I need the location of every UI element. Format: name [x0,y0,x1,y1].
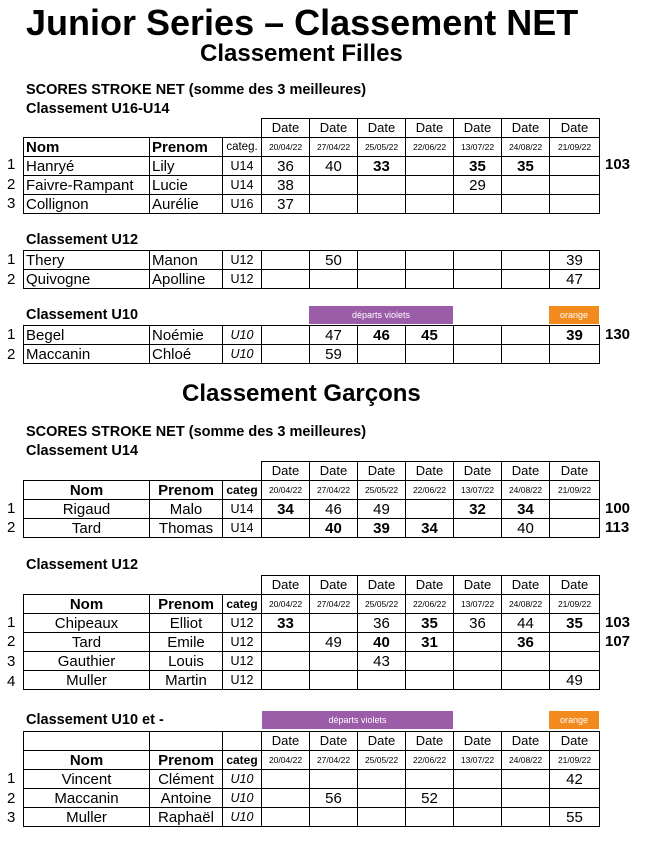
rank-number: 3 [7,809,16,826]
date-header: Date [550,576,600,595]
player-prenom: Apolline [150,270,223,289]
score-cell: 38 [262,176,310,195]
table-row [24,671,600,690]
player-prenom: Emile [150,633,223,652]
player-prenom: Raphaël [150,808,223,827]
group-label-u12: Classement U12 [26,232,139,248]
rank-number: 2 [7,790,16,807]
group-label-u14: Classement U14 [26,443,139,459]
total-score: 100 [605,500,631,517]
col-header-categ: categ [223,751,262,770]
table-row [24,500,600,519]
score-cell: 35 [502,157,550,176]
col-header-prenom: Prenom [150,138,223,157]
total-score: 103 [605,156,631,173]
score-cell [310,652,358,671]
player-categ: U12 [223,652,262,671]
table-garcons-u14 [23,461,600,538]
score-cell [550,195,600,214]
score-cell [454,270,502,289]
score-cell: 49 [358,500,406,519]
date-header: Date [262,119,310,138]
player-prenom: Lily [150,157,223,176]
player-prenom: Malo [150,500,223,519]
score-cell [358,345,406,364]
score-cell [454,326,502,345]
score-cell [454,519,502,538]
table-row [24,157,600,176]
score-cell [406,176,454,195]
col-header-nom: Nom [24,595,150,614]
player-prenom: Louis [150,652,223,671]
score-cell: 59 [310,345,358,364]
score-cell [406,671,454,690]
score-cell: 34 [406,519,454,538]
player-prenom: Lucie [150,176,223,195]
player-categ: U10 [223,789,262,808]
score-cell: 47 [550,270,600,289]
score-cell [406,808,454,827]
score-cell: 47 [310,326,358,345]
table-filles-u16-u14 [23,118,600,214]
score-cell [262,519,310,538]
date-header: Date [454,119,502,138]
score-cell: 49 [310,633,358,652]
date-value: 20/04/22 [262,595,310,614]
player-categ: U10 [223,345,262,364]
score-cell: 40 [310,157,358,176]
score-cell [502,808,550,827]
score-cell: 33 [262,614,310,633]
score-cell [454,633,502,652]
date-value: 24/08/22 [502,751,550,770]
table-row [24,614,600,633]
col-header-nom: Nom [24,481,150,500]
player-categ: U12 [223,614,262,633]
player-nom: Gauthier [24,652,150,671]
table-row [24,176,600,195]
date-header: Date [550,462,600,481]
player-prenom: Manon [150,251,223,270]
score-cell [502,326,550,345]
violet-tees-band: départs violets [309,306,453,324]
player-nom: Rigaud [24,500,150,519]
score-cell: 36 [358,614,406,633]
table-row [24,633,600,652]
score-cell [454,789,502,808]
score-cell: 34 [262,500,310,519]
total-score: 103 [605,614,631,631]
group-label-u12: Classement U12 [26,557,139,573]
page-title: Junior Series – Classement NET [26,2,579,43]
player-prenom: Elliot [150,614,223,633]
score-cell [262,808,310,827]
date-header: Date [358,119,406,138]
table-row [24,808,600,827]
score-cell: 35 [550,614,600,633]
score-cell [358,808,406,827]
total-score: 130 [605,326,631,343]
score-cell [454,251,502,270]
date-value: 20/04/22 [262,481,310,500]
date-header: Date [502,462,550,481]
player-prenom: Thomas [150,519,223,538]
score-cell: 32 [454,500,502,519]
score-cell: 29 [454,176,502,195]
player-nom: Collignon [24,195,150,214]
rank-number: 3 [7,195,16,212]
player-categ: U10 [223,770,262,789]
player-nom: Faivre-Rampant [24,176,150,195]
player-prenom: Clément [150,770,223,789]
date-value: 13/07/22 [454,481,502,500]
player-prenom: Aurélie [150,195,223,214]
group-label-u16-u14: Classement U16-U14 [26,101,170,117]
score-cell: 35 [406,614,454,633]
score-cell: 44 [502,614,550,633]
date-header: Date [550,119,600,138]
date-value: 22/06/22 [406,751,454,770]
score-cell: 46 [310,500,358,519]
date-header: Date [358,462,406,481]
rank-number: 1 [7,251,16,268]
date-header: Date [310,732,358,751]
rank-number: 4 [7,673,16,690]
date-value: 21/09/22 [550,751,600,770]
date-header: Date [262,732,310,751]
score-cell [262,326,310,345]
score-cell [550,157,600,176]
score-cell [310,195,358,214]
score-cell: 46 [358,326,406,345]
date-value: 13/07/22 [454,138,502,157]
score-cell [358,270,406,289]
date-value: 22/06/22 [406,138,454,157]
score-cell [406,345,454,364]
player-nom: Vincent [24,770,150,789]
player-categ: U10 [223,326,262,345]
col-header-prenom: Prenom [150,481,223,500]
score-cell: 42 [550,770,600,789]
total-score: 113 [605,519,630,536]
score-cell: 36 [262,157,310,176]
score-cell [406,652,454,671]
scores-label: SCORES STROKE NET (somme des 3 meilleures) [26,424,367,440]
player-categ: U14 [223,176,262,195]
score-cell [262,789,310,808]
score-cell [550,500,600,519]
date-value: 20/04/22 [262,138,310,157]
date-header: Date [502,732,550,751]
col-header-prenom: Prenom [150,751,223,770]
date-value: 24/08/22 [502,481,550,500]
score-cell: 39 [550,251,600,270]
score-cell: 39 [550,326,600,345]
score-cell [358,770,406,789]
score-cell [454,808,502,827]
score-cell: 52 [406,789,454,808]
score-cell [502,176,550,195]
table-garcons-u10 [23,731,600,827]
score-cell [550,789,600,808]
rank-number: 2 [7,633,16,650]
date-header: Date [406,119,454,138]
rank-number: 1 [7,614,16,631]
player-categ: U12 [223,251,262,270]
date-value: 27/04/22 [310,751,358,770]
player-nom: Tard [24,519,150,538]
player-categ: U14 [223,500,262,519]
score-cell [454,345,502,364]
date-value: 25/05/22 [358,751,406,770]
player-nom: Begel [24,326,150,345]
score-cell [502,652,550,671]
date-value: 27/04/22 [310,595,358,614]
player-nom: Maccanin [24,345,150,364]
date-header: Date [358,576,406,595]
score-cell [262,671,310,690]
score-cell [502,671,550,690]
score-cell [262,251,310,270]
rank-number: 1 [7,500,16,517]
player-categ: U10 [223,808,262,827]
date-header: Date [502,119,550,138]
score-cell [406,157,454,176]
date-value: 24/08/22 [502,138,550,157]
date-value: 25/05/22 [358,595,406,614]
score-cell [310,770,358,789]
col-header-nom: Nom [24,138,150,157]
score-cell: 31 [406,633,454,652]
date-value: 27/04/22 [310,481,358,500]
rank-number: 2 [7,346,16,363]
col-header-categ: categ [223,481,262,500]
score-cell: 40 [358,633,406,652]
date-value: 21/09/22 [550,138,600,157]
rank-number: 3 [7,653,16,670]
score-cell [550,633,600,652]
date-header: Date [262,462,310,481]
score-cell [502,770,550,789]
score-cell: 34 [502,500,550,519]
score-cell [454,671,502,690]
score-cell: 56 [310,789,358,808]
score-cell: 43 [358,652,406,671]
date-value: 25/05/22 [358,481,406,500]
player-nom: Maccanin [24,789,150,808]
player-categ: U14 [223,157,262,176]
score-cell [550,345,600,364]
table-garcons-u12 [23,575,600,690]
date-value: 24/08/22 [502,595,550,614]
player-prenom: Noémie [150,326,223,345]
player-prenom: Antoine [150,789,223,808]
violet-tees-band: départs violets [262,711,453,729]
col-header-nom: Nom [24,751,150,770]
score-cell [310,614,358,633]
score-cell [454,770,502,789]
score-cell: 49 [550,671,600,690]
table-row [24,270,600,289]
date-header: Date [550,732,600,751]
score-cell: 40 [502,519,550,538]
score-cell: 39 [358,519,406,538]
date-header: Date [310,462,358,481]
section-heading-filles: Classement Filles [200,40,403,67]
date-value: 13/07/22 [454,751,502,770]
rank-number: 2 [7,519,16,536]
date-header: Date [454,576,502,595]
date-value: 13/07/22 [454,595,502,614]
date-header: Date [454,732,502,751]
date-header: Date [454,462,502,481]
date-header: Date [358,732,406,751]
score-cell [502,251,550,270]
score-cell [454,195,502,214]
score-cell [502,789,550,808]
date-header: Date [262,576,310,595]
date-header: Date [406,462,454,481]
player-categ: U16 [223,195,262,214]
rank-number: 1 [7,156,16,173]
date-value: 27/04/22 [310,138,358,157]
date-value: 22/06/22 [406,481,454,500]
group-label-u10: Classement U10 et - [26,712,164,728]
score-cell [502,345,550,364]
score-cell [262,633,310,652]
section-heading-garcons: Classement Garçons [182,380,421,407]
rank-number: 1 [7,326,16,343]
table-row [24,326,600,345]
score-cell [358,251,406,270]
table-filles-u12 [23,250,600,289]
player-nom: Quivogne [24,270,150,289]
score-cell [310,270,358,289]
score-cell: 40 [310,519,358,538]
table-row [24,519,600,538]
score-cell [550,519,600,538]
table-row [24,345,600,364]
score-cell: 45 [406,326,454,345]
player-nom: Thery [24,251,150,270]
table-row [24,652,600,671]
score-cell [502,195,550,214]
date-header: Date [406,732,454,751]
date-header: Date [406,576,454,595]
score-cell: 37 [262,195,310,214]
score-cell [262,270,310,289]
score-cell [358,789,406,808]
player-categ: U12 [223,633,262,652]
rank-number: 2 [7,176,16,193]
score-cell [358,195,406,214]
score-cell [406,195,454,214]
score-cell: 36 [502,633,550,652]
score-cell: 35 [454,157,502,176]
rank-number: 2 [7,271,16,288]
score-cell [502,270,550,289]
score-cell [262,770,310,789]
score-cell [310,808,358,827]
score-cell [262,345,310,364]
score-cell [406,500,454,519]
table-filles-u10 [23,325,600,364]
player-categ: U12 [223,270,262,289]
player-categ: U14 [223,519,262,538]
date-value: 22/06/22 [406,595,454,614]
score-cell: 55 [550,808,600,827]
date-value: 20/04/22 [262,751,310,770]
col-header-categ: categ. [223,138,262,157]
player-nom: Chipeaux [24,614,150,633]
player-nom: Muller [24,808,150,827]
score-cell [550,652,600,671]
score-cell: 50 [310,251,358,270]
score-cell [406,270,454,289]
score-cell [454,652,502,671]
score-cell [310,176,358,195]
score-cell [262,652,310,671]
col-header-prenom: Prenom [150,595,223,614]
score-cell [358,671,406,690]
score-cell [550,176,600,195]
table-row [24,789,600,808]
group-label-u10: Classement U10 [26,307,139,323]
date-value: 21/09/22 [550,595,600,614]
scores-label: SCORES STROKE NET (somme des 3 meilleures) [26,82,367,98]
orange-tees-band: orange [549,711,599,729]
date-header: Date [310,119,358,138]
player-nom: Tard [24,633,150,652]
score-cell [406,251,454,270]
player-nom: Hanryé [24,157,150,176]
score-cell [358,176,406,195]
total-score: 107 [605,633,631,650]
player-categ: U12 [223,671,262,690]
date-header: Date [502,576,550,595]
col-header-categ: categ [223,595,262,614]
date-header: Date [310,576,358,595]
player-nom: Muller [24,671,150,690]
player-prenom: Martin [150,671,223,690]
date-value: 21/09/22 [550,481,600,500]
date-value: 25/05/22 [358,138,406,157]
table-row [24,770,600,789]
score-cell [310,671,358,690]
table-row [24,195,600,214]
score-cell: 33 [358,157,406,176]
score-cell: 36 [454,614,502,633]
player-prenom: Chloé [150,345,223,364]
table-row [24,251,600,270]
orange-tees-band: orange [549,306,599,324]
score-cell [406,770,454,789]
rank-number: 1 [7,770,16,787]
